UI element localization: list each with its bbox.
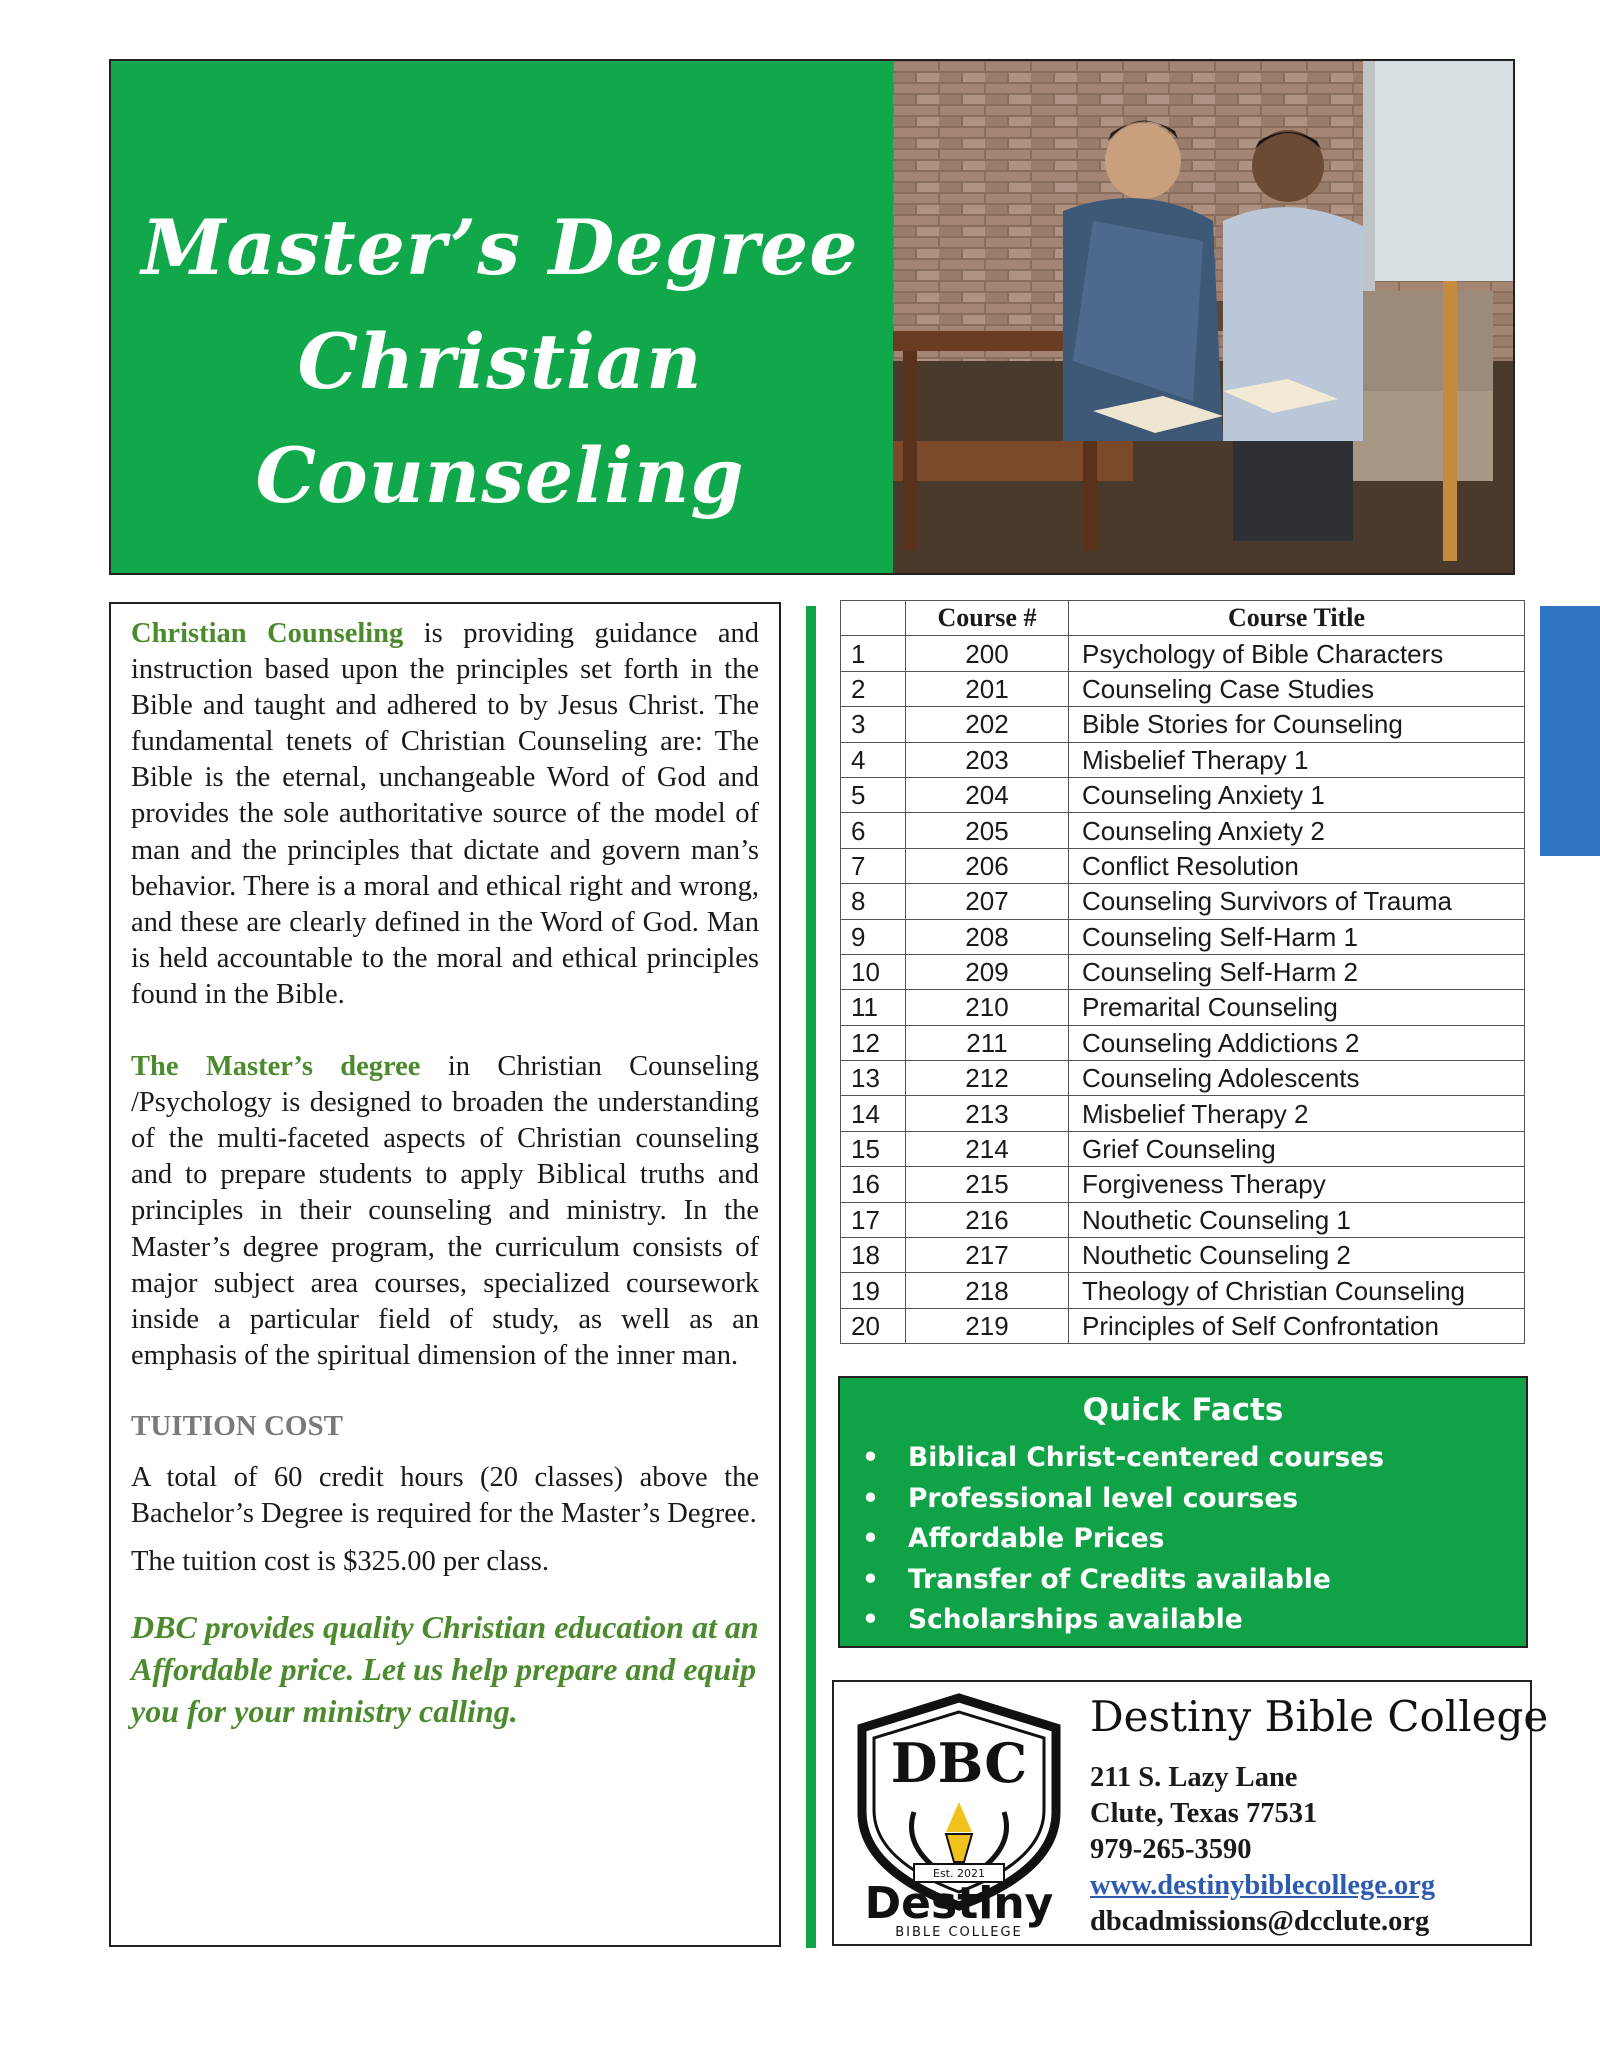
course-number: 201 xyxy=(906,671,1069,706)
photo-illustration xyxy=(893,61,1513,573)
quick-fact-text: Professional level courses xyxy=(908,1482,1299,1514)
course-title: Counseling Case Studies xyxy=(1069,671,1525,706)
college-name: Destiny Bible College xyxy=(1090,1692,1549,1741)
row-index: 13 xyxy=(841,1061,906,1096)
course-title: Counseling Anxiety 2 xyxy=(1069,813,1525,848)
table-row xyxy=(841,1025,1525,1060)
list-item xyxy=(840,1600,1526,1641)
bullet-icon: • xyxy=(862,1523,879,1554)
title-line-1: Master’s Degree xyxy=(141,203,859,292)
course-number: 203 xyxy=(906,742,1069,777)
counseling-photo xyxy=(893,61,1513,573)
page-title xyxy=(111,191,889,533)
intro-lead-2: The Master’s degree xyxy=(131,1051,421,1083)
bullet-icon: • xyxy=(862,1604,879,1635)
row-index: 6 xyxy=(841,813,906,848)
intro-box xyxy=(109,602,781,1947)
logo-est: Est. 2021 xyxy=(933,1867,985,1880)
logo-text-bottom: Destiny xyxy=(864,1878,1054,1929)
header-course-number: Course # xyxy=(906,601,1069,636)
table-header-row xyxy=(841,601,1525,636)
quick-fact-text: Scholarships available xyxy=(908,1604,1243,1635)
table-row xyxy=(841,919,1525,954)
course-number: 208 xyxy=(906,919,1069,954)
row-index: 12 xyxy=(841,1025,906,1060)
table-row xyxy=(841,1061,1525,1096)
tuition-paragraph-2: The tuition cost is $325.00 per class. xyxy=(131,1546,549,1578)
table-row xyxy=(841,707,1525,742)
course-number: 216 xyxy=(906,1202,1069,1237)
row-index: 18 xyxy=(841,1238,906,1273)
course-title: Psychology of Bible Characters xyxy=(1069,636,1525,671)
row-index: 15 xyxy=(841,1131,906,1166)
row-index: 1 xyxy=(841,636,906,671)
logo-subtext: BIBLE COLLEGE xyxy=(895,1925,1023,1940)
row-index: 9 xyxy=(841,919,906,954)
table-row xyxy=(841,884,1525,919)
table-row xyxy=(841,1202,1525,1237)
course-number: 210 xyxy=(906,990,1069,1025)
course-number: 202 xyxy=(906,707,1069,742)
row-index: 3 xyxy=(841,707,906,742)
course-number: 215 xyxy=(906,1167,1069,1202)
course-title: Forgiveness Therapy xyxy=(1069,1167,1525,1202)
intro-text-2: in Christian Counseling /Psychology is designed to broaden the understanding of the multi-faceted aspects of Christian counseling and to prepare students to apply Biblical truths and principles in their counseling and ministry. In the Master’s degree program, the curriculum consists of major subject area courses, specialized coursework inside a particular field of study, as well as an emphasis of the spiritual dimension of the inner man. xyxy=(131,1051,760,1371)
course-number: 217 xyxy=(906,1238,1069,1273)
row-index: 11 xyxy=(841,990,906,1025)
bullet-icon: • xyxy=(862,1442,879,1473)
course-title: Grief Counseling xyxy=(1069,1131,1525,1166)
tuition-paragraph-1: A total of 60 credit hours (20 classes) above the Bachelor’s Degree is required for the Master’s Degree. xyxy=(131,1461,759,1530)
title-line-2: Christian Counseling xyxy=(255,317,745,520)
quick-fact-text: Biblical Christ-centered courses xyxy=(908,1442,1385,1473)
course-title: Misbelief Therapy 2 xyxy=(1069,1096,1525,1131)
course-table-body xyxy=(841,636,1525,1344)
table-row xyxy=(841,1273,1525,1308)
table-row xyxy=(841,1131,1525,1166)
table-row xyxy=(841,742,1525,777)
website-link[interactable]: www.destinybiblecollege.org xyxy=(1090,1870,1436,1901)
bullet-icon: • xyxy=(862,1482,879,1514)
course-number: 218 xyxy=(906,1273,1069,1308)
course-number: 204 xyxy=(906,777,1069,812)
row-index: 10 xyxy=(841,954,906,989)
email-address[interactable]: dbcadmissions@dcclute.org xyxy=(1090,1906,1430,1937)
course-title: Principles of Self Confrontation xyxy=(1069,1308,1525,1343)
quick-facts-title: Quick Facts xyxy=(1082,1392,1284,1428)
row-index: 19 xyxy=(841,1273,906,1308)
row-index: 5 xyxy=(841,777,906,812)
course-table xyxy=(840,600,1525,1344)
row-index: 2 xyxy=(841,671,906,706)
row-index: 4 xyxy=(841,742,906,777)
course-title: Theology of Christian Counseling xyxy=(1069,1273,1525,1308)
tagline: DBC provides quality Christian education at an Affordable price. Let us help prepare and equip you for your ministry calling. xyxy=(131,1609,759,1730)
phone-number: 979-265-3590 xyxy=(1090,1834,1252,1865)
course-title: Counseling Survivors of Trauma xyxy=(1069,884,1525,919)
list-item xyxy=(840,1438,1526,1479)
header-index xyxy=(841,601,906,636)
course-number: 209 xyxy=(906,954,1069,989)
dbc-shield-logo xyxy=(844,1692,1074,1940)
green-divider xyxy=(806,606,816,1948)
tuition-heading: TUITION COST xyxy=(131,1409,343,1442)
course-number: 219 xyxy=(906,1308,1069,1343)
list-item xyxy=(840,1519,1526,1560)
quick-facts-box xyxy=(838,1376,1528,1648)
course-title: Conflict Resolution xyxy=(1069,848,1525,883)
row-index: 20 xyxy=(841,1308,906,1343)
table-row xyxy=(841,636,1525,671)
address-line-1: 211 S. Lazy Lane xyxy=(1090,1762,1298,1793)
quick-facts-list xyxy=(840,1438,1526,1641)
address-line-2: Clute, Texas 77531 xyxy=(1090,1798,1318,1829)
course-title: Nouthetic Counseling 2 xyxy=(1069,1238,1525,1273)
table-row xyxy=(841,1096,1525,1131)
course-title: Counseling Anxiety 1 xyxy=(1069,777,1525,812)
course-number: 200 xyxy=(906,636,1069,671)
course-title: Premarital Counseling xyxy=(1069,990,1525,1025)
course-number: 212 xyxy=(906,1061,1069,1096)
list-item xyxy=(840,1560,1526,1601)
course-title: Misbelief Therapy 1 xyxy=(1069,742,1525,777)
row-index: 16 xyxy=(841,1167,906,1202)
quick-fact-text: Affordable Prices xyxy=(908,1523,1165,1554)
course-title: Bible Stories for Counseling xyxy=(1069,707,1525,742)
bullet-icon: • xyxy=(862,1563,879,1595)
header-banner xyxy=(109,59,1515,575)
table-row xyxy=(841,954,1525,989)
intro-paragraph-2 xyxy=(131,1049,759,1374)
course-number: 206 xyxy=(906,848,1069,883)
header-course-title: Course Title xyxy=(1069,601,1525,636)
table-row xyxy=(841,671,1525,706)
course-title: Counseling Self-Harm 2 xyxy=(1069,954,1525,989)
row-index: 8 xyxy=(841,884,906,919)
table-row xyxy=(841,1308,1525,1343)
intro-lead-1: Christian Counseling xyxy=(131,618,404,649)
course-number: 205 xyxy=(906,813,1069,848)
row-index: 17 xyxy=(841,1202,906,1237)
quick-fact-text: Transfer of Credits available xyxy=(908,1563,1331,1595)
table-row xyxy=(841,1167,1525,1202)
row-index: 7 xyxy=(841,848,906,883)
course-number: 213 xyxy=(906,1096,1069,1131)
course-number: 214 xyxy=(906,1131,1069,1166)
logo-text-top: DBC xyxy=(890,1731,1028,1795)
course-number: 211 xyxy=(906,1025,1069,1060)
course-title: Counseling Addictions 2 xyxy=(1069,1025,1525,1060)
row-index: 14 xyxy=(841,1096,906,1131)
table-row xyxy=(841,777,1525,812)
list-item xyxy=(840,1479,1526,1520)
table-row xyxy=(841,1238,1525,1273)
course-title: Counseling Adolescents xyxy=(1069,1061,1525,1096)
side-tab xyxy=(1540,606,1600,856)
table-row xyxy=(841,848,1525,883)
table-row xyxy=(841,990,1525,1025)
course-title: Counseling Self-Harm 1 xyxy=(1069,919,1525,954)
contact-box xyxy=(832,1680,1549,1946)
table-row xyxy=(841,813,1525,848)
course-number: 207 xyxy=(906,884,1069,919)
intro-paragraph-1 xyxy=(131,616,759,1013)
course-title: Nouthetic Counseling 1 xyxy=(1069,1202,1525,1237)
intro-text-1: is providing guidance and instruction based upon the principles set forth in the Bible and taught and adhered to by Jesus Christ. The fundamental tenets of Christian Counseling are: The Bible is the eternal, unchangeable Word of God and provides the sole authoritative source of the model of man and the principles that dictate and govern man’s behavior. There is a moral and ethical right and wrong, and these are clearly defined in the Word of God. Man is held accountable to the moral and ethical principles found in the Bible. xyxy=(131,618,759,1010)
